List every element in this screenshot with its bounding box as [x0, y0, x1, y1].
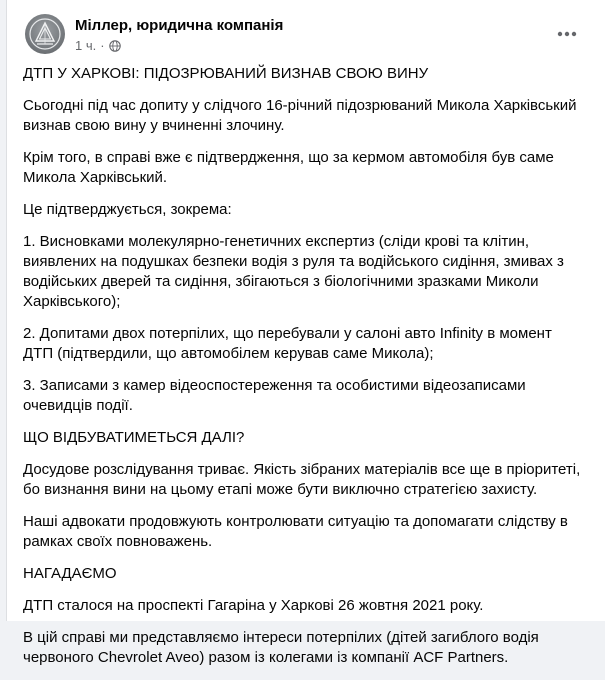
post-list-item: 3. Записами з камер відеоспостереження та особистими відеозаписами очевидців події. — [23, 377, 526, 414]
avatar[interactable] — [25, 14, 65, 54]
post-paragraph: Це підтверджується, зокрема: — [23, 201, 232, 218]
post-meta — [75, 38, 121, 53]
post-paragraph: Сьогодні під час допиту у слідчого 16-річний підозрюваний Микола Харківський визнав свою вину у вчиненні злочину. — [23, 97, 577, 134]
globe-icon[interactable] — [109, 40, 121, 52]
post-body — [23, 64, 583, 680]
post-card — [6, 0, 605, 666]
post-time[interactable]: 1 ч. — [75, 38, 97, 53]
post-paragraph: Досудове розслідування триває. Якість зібраних матеріалів все ще в пріоритеті, бо визнання вини на цьому етапі може бути виключно стратегією захисту. — [23, 461, 581, 498]
post-paragraph: В цій справі ми представляємо інтереси потерпілих (дітей загиблого водія червоного Chevrolet Aveo) разом із колегами із компанії ACF Partners. — [23, 629, 539, 666]
author-name[interactable]: Міллер, юридична компанія — [75, 17, 284, 34]
more-options-icon — [557, 31, 577, 37]
more-options-button[interactable] — [549, 16, 585, 52]
post-paragraph: Наші адвокати продовжують контролювати ситуацію та допомагати слідству в рамках своїх повноважень. — [23, 513, 568, 550]
post-paragraph: ДТП сталося на проспекті Гагаріна у Харкові 26 жовтня 2021 року. — [23, 597, 484, 614]
post-headline: ДТП У ХАРКОВІ: ПІДОЗРЮВАНИЙ ВИЗНАВ СВОЮ ВИНУ — [23, 65, 429, 82]
post-subheading: НАГАДАЄМО — [23, 565, 117, 582]
post-subheading: ЩО ВІДБУВАТИМЕТЬСЯ ДАЛІ? — [23, 429, 245, 446]
post-paragraph: Крім того, в справі вже є підтвердження, що за кермом автомобіля був саме Микола Харківський. — [23, 149, 554, 186]
meta-separator: · — [100, 38, 105, 53]
post-list-item: 2. Допитами двох потерпілих, що перебували у салоні авто Infinity в момент ДТП (підтвердили, що автомобілем керував саме Микола); — [23, 325, 552, 362]
law-firm-logo-icon — [25, 14, 65, 54]
post-list-item: 1. Висновками молекулярно-генетичних експертиз (сліди крові та клітин, виявлених на подушках безпеки водія з руля та водійського сидіння, змивах з водійських дверей та сидіння, збігаються з біологічними зразками Миколи Харківського); — [23, 233, 564, 310]
post-header — [25, 14, 585, 56]
